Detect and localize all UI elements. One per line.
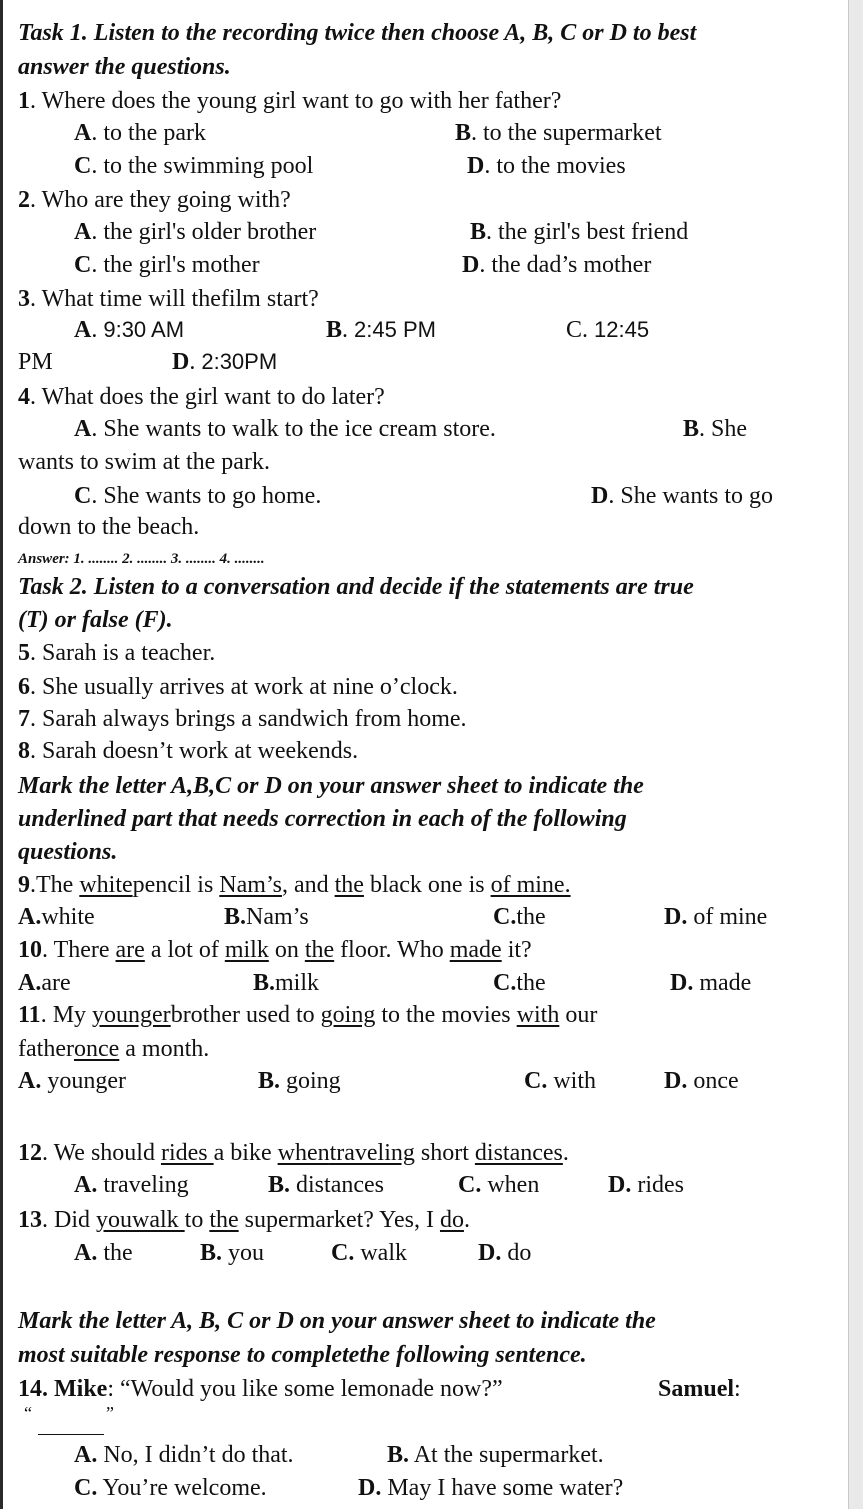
task1-title-line2: answer the questions. <box>18 54 231 80</box>
q14-option-b[interactable]: B. At the supermarket. <box>387 1442 604 1468</box>
q2-option-a[interactable]: A. the girl's older brother <box>74 219 317 245</box>
question-11-continued: fatheronce a month. <box>18 1036 210 1062</box>
q10-option-a[interactable]: A.are <box>18 970 71 996</box>
question-10: 10. There are a lot of milk on the floor. Who made it? <box>18 937 532 963</box>
correction-title-line3: questions. <box>18 839 118 865</box>
question-13: 13. Did youwalk to the supermarket? Yes, I do. <box>18 1207 470 1233</box>
q1-option-c[interactable]: C. to the swimming pool <box>74 153 314 179</box>
question-3: 3. What time will thefilm start? <box>18 286 319 312</box>
response-title-line1: Mark the letter A, B, C or D on your answer sheet to indicate the <box>18 1308 656 1334</box>
q3-option-a[interactable]: A. 9:30 AM <box>74 317 185 343</box>
task1-title-line1: Task 1. Listen to the recording twice then choose A, B, C or D to best <box>18 20 697 46</box>
q1-option-a[interactable]: A. to the park <box>74 120 206 146</box>
response-title-line2: most suitable response to completethe following sentence. <box>18 1342 587 1368</box>
q13-option-a[interactable]: A. the <box>74 1240 133 1266</box>
q9-option-b[interactable]: B.Nam’s <box>224 904 309 930</box>
q14-answer-blank[interactable] <box>38 1434 104 1435</box>
answer-line[interactable]: Answer: 1. ........ 2. ........ 3. ........ 4. ........ <box>18 551 265 567</box>
statement-7: 7. Sarah always brings a sandwich from home. <box>18 706 467 732</box>
q12-option-a[interactable]: A. traveling <box>74 1172 189 1198</box>
question-2: 2. Who are they going with? <box>18 187 291 213</box>
q12-option-d[interactable]: D. rides <box>608 1172 684 1198</box>
q11-option-a[interactable]: A. younger <box>18 1068 126 1094</box>
q11-option-b[interactable]: B. going <box>258 1068 341 1094</box>
q9-option-c[interactable]: C.the <box>493 904 546 930</box>
q2-option-d[interactable]: D. the dad’s mother <box>462 252 652 278</box>
q13-option-d[interactable]: D. do <box>478 1240 532 1266</box>
q4-option-b[interactable]: B. She <box>683 416 748 442</box>
question-11: 11. My youngerbrother used to going to the movies with our <box>18 1002 598 1028</box>
q4-option-b-continued: wants to swim at the park. <box>18 449 270 475</box>
right-scrollbar-edge <box>848 0 863 1509</box>
statement-8: 8. Sarah doesn’t work at weekends. <box>18 738 359 764</box>
q3-option-b[interactable]: B. 2:45 PM <box>326 317 436 343</box>
statement-5: 5. Sarah is a teacher. <box>18 640 216 666</box>
q13-option-b[interactable]: B. you <box>200 1240 265 1266</box>
q3-option-c-continued: PM <box>18 349 53 375</box>
q9-option-d[interactable]: D. of mine <box>664 904 768 930</box>
question-9: 9.The whitepencil is Nam’s, and the black one is of mine. <box>18 872 571 898</box>
q11-option-c[interactable]: C. with <box>524 1068 597 1094</box>
q2-option-b[interactable]: B. the girl's best friend <box>470 219 689 245</box>
left-border <box>0 0 3 1509</box>
q14-option-d[interactable]: D. May I have some water? <box>358 1475 624 1501</box>
q13-option-c[interactable]: C. walk <box>331 1240 407 1266</box>
question-4: 4. What does the girl want to do later? <box>18 384 385 410</box>
q14-close-quote: ” <box>106 1403 114 1423</box>
q4-option-d-continued: down to the beach. <box>18 514 200 540</box>
question-14: 14. Mike: “Would you like some lemonade now?” <box>18 1376 503 1402</box>
q2-option-c[interactable]: C. the girl's mother <box>74 252 260 278</box>
correction-title-line1: Mark the letter A,B,C or D on your answer sheet to indicate the <box>18 773 644 799</box>
q14-speaker-samuel: Samuel: <box>658 1376 741 1402</box>
q12-option-c[interactable]: C. when <box>458 1172 540 1198</box>
q14-open-quote: “ <box>24 1403 32 1423</box>
question-12: 12. We should rides a bike whentraveling short distances. <box>18 1140 569 1166</box>
q12-option-b[interactable]: B. distances <box>268 1172 384 1198</box>
question-1: 1. Where does the young girl want to go with her father? <box>18 88 562 114</box>
q3-option-d[interactable]: D. 2:30PM <box>172 349 278 375</box>
q4-option-a[interactable]: A. She wants to walk to the ice cream store. <box>74 416 496 442</box>
q3-option-c[interactable]: C. 12:45 <box>566 317 650 343</box>
q4-option-c[interactable]: C. She wants to go home. <box>74 483 322 509</box>
q9-option-a[interactable]: A.white <box>18 904 95 930</box>
q10-option-d[interactable]: D. made <box>670 970 752 996</box>
q1-option-d[interactable]: D. to the movies <box>467 153 626 179</box>
q1-option-b[interactable]: B. to the supermarket <box>455 120 662 146</box>
q4-option-d[interactable]: D. She wants to go <box>591 483 774 509</box>
q10-option-c[interactable]: C.the <box>493 970 546 996</box>
q14-option-a[interactable]: A. No, I didn’t do that. <box>74 1442 294 1468</box>
q10-option-b[interactable]: B.milk <box>253 970 320 996</box>
correction-title-line2: underlined part that needs correction in each of the following <box>18 806 627 832</box>
task2-title-line1: Task 2. Listen to a conversation and decide if the statements are true <box>18 574 694 600</box>
statement-6: 6. She usually arrives at work at nine o’clock. <box>18 674 458 700</box>
q11-option-d[interactable]: D. once <box>664 1068 739 1094</box>
task2-title-line2: (T) or false (F). <box>18 607 173 633</box>
q14-option-c[interactable]: C. You’re welcome. <box>74 1475 267 1501</box>
